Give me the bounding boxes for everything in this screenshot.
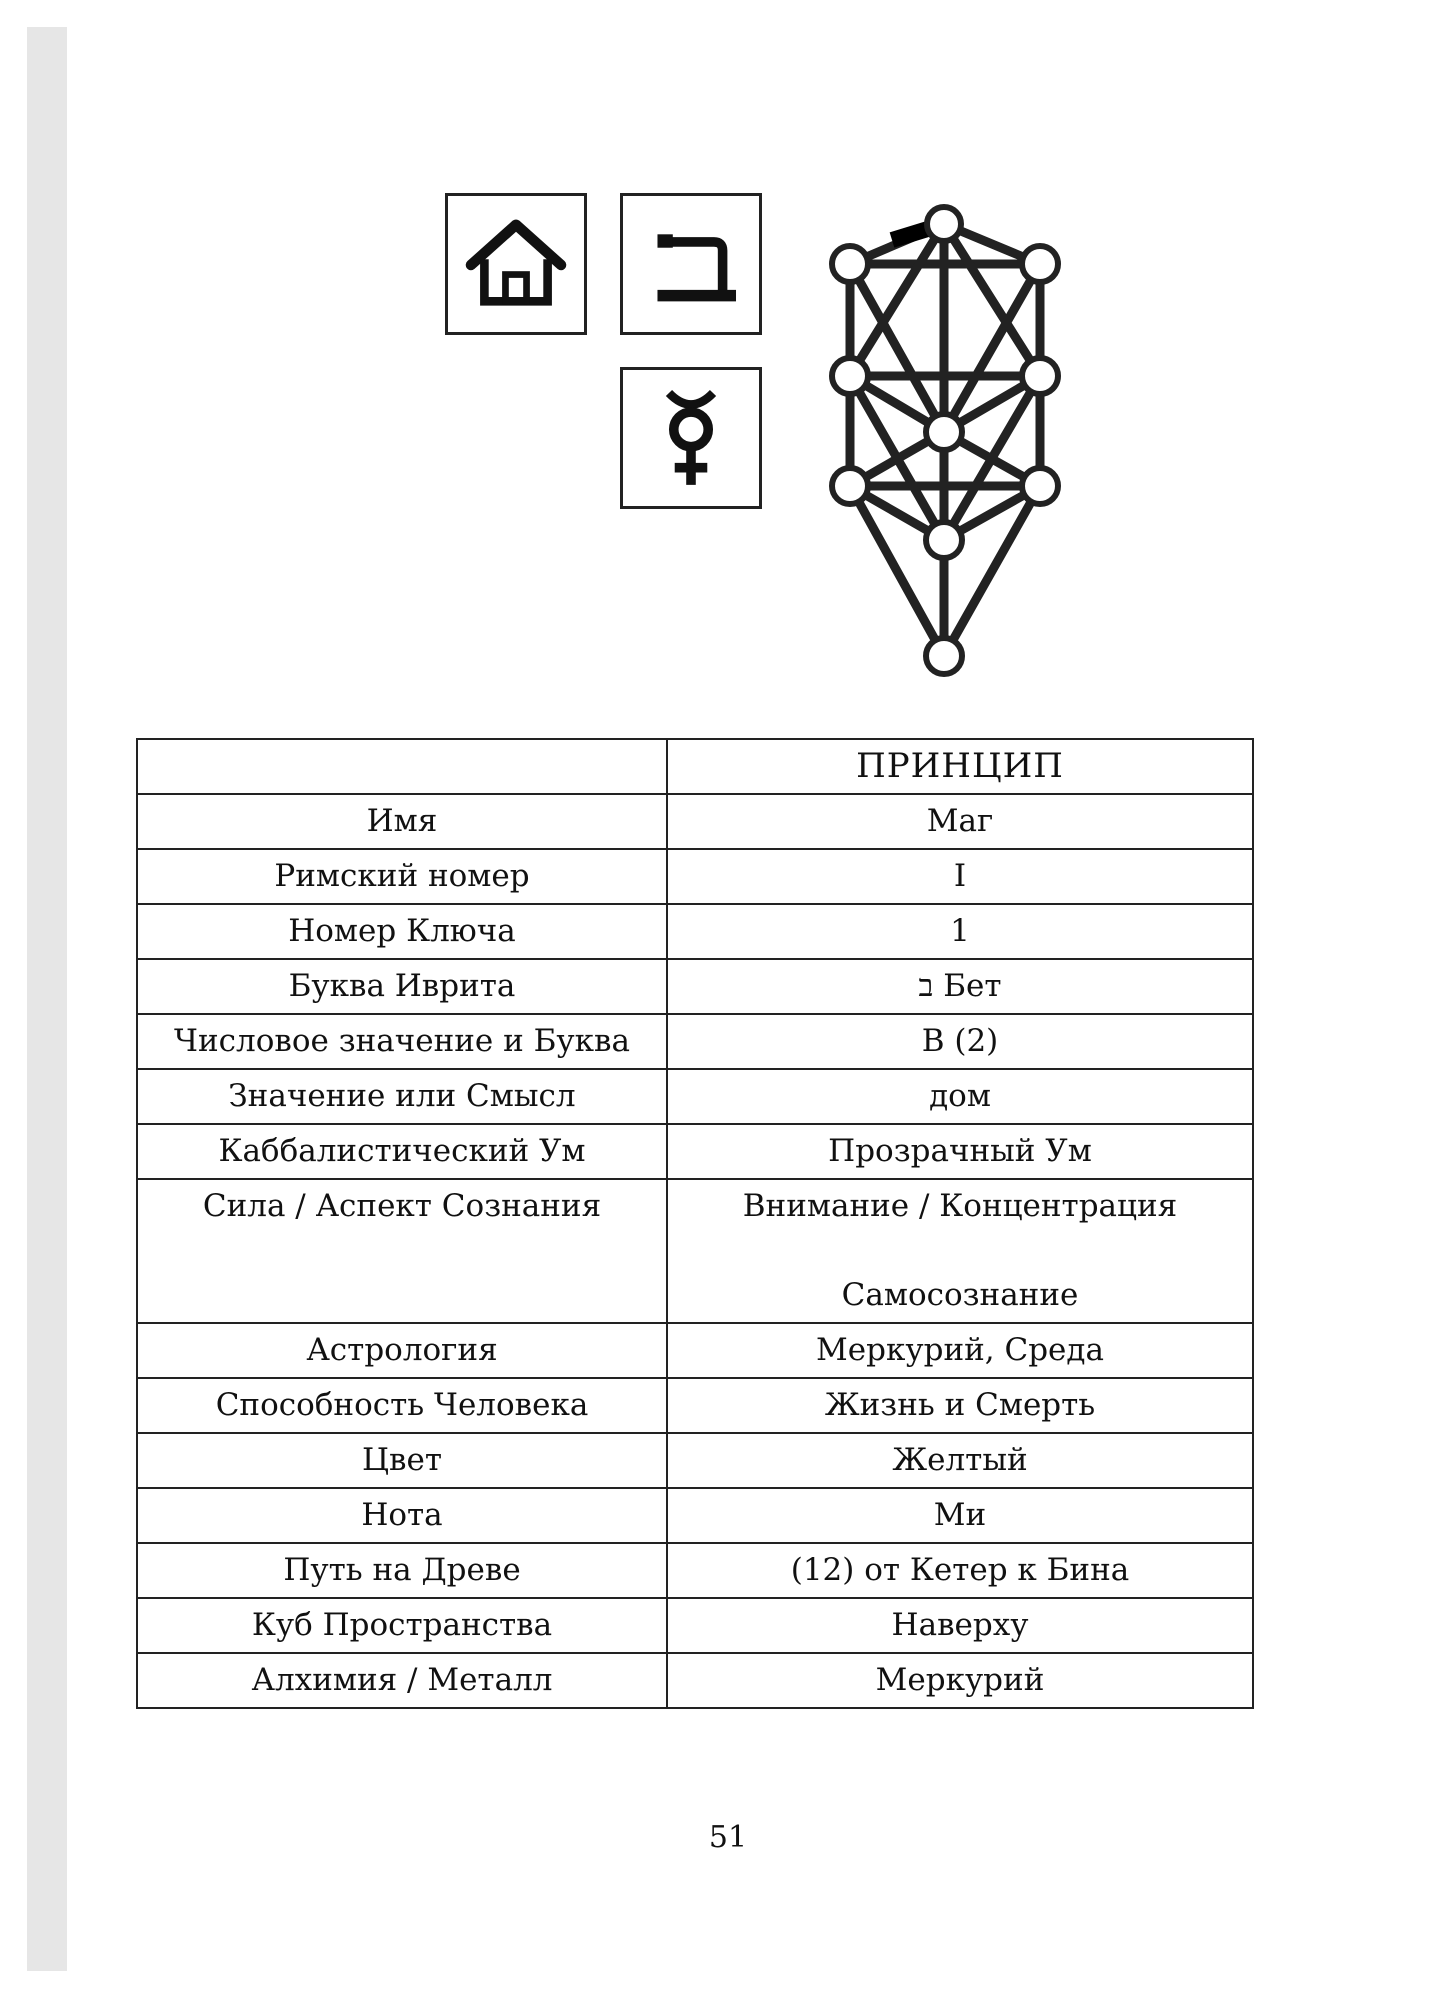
header-cell-principle: ПРИНЦИП xyxy=(667,739,1253,794)
row-label: Римский номер xyxy=(137,849,667,904)
row-label: Куб Пространства xyxy=(137,1598,667,1653)
table-row xyxy=(137,959,1253,1014)
row-value: Желтый xyxy=(667,1433,1253,1488)
row-value-line1: Внимание / Концентрация xyxy=(742,1188,1178,1224)
table-row xyxy=(137,1014,1253,1069)
row-label: Каббалистический Ум xyxy=(137,1124,667,1179)
row-label: Путь на Древе xyxy=(137,1543,667,1598)
row-value: Прозрачный Ум xyxy=(667,1124,1253,1179)
row-label: Нота xyxy=(137,1488,667,1543)
header-cell-empty xyxy=(137,739,667,794)
table-row xyxy=(137,1124,1253,1179)
row-value: Меркурий xyxy=(667,1653,1253,1708)
row-value xyxy=(667,1179,1253,1323)
table-row xyxy=(137,1069,1253,1124)
table-row xyxy=(137,794,1253,849)
row-value: I xyxy=(667,849,1253,904)
row-value: Жизнь и Смерть xyxy=(667,1378,1253,1433)
tree-of-life-diagram xyxy=(822,200,1062,680)
house-icon xyxy=(445,193,587,335)
table-row xyxy=(137,1488,1253,1543)
table-row xyxy=(137,904,1253,959)
table-header-row xyxy=(137,739,1253,794)
row-label: Имя xyxy=(137,794,667,849)
attributes-table xyxy=(136,738,1254,1709)
table-row xyxy=(137,1543,1253,1598)
table-row xyxy=(137,849,1253,904)
row-label: Номер Ключа xyxy=(137,904,667,959)
row-label: Буква Иврита xyxy=(137,959,667,1014)
row-value-line2: Самосознание xyxy=(841,1277,1079,1313)
table-row xyxy=(137,1378,1253,1433)
table-row xyxy=(137,1433,1253,1488)
row-label: Сила / Аспект Сознания xyxy=(137,1179,667,1323)
page-margin-strip xyxy=(27,27,67,1971)
row-label: Цвет xyxy=(137,1433,667,1488)
table-row xyxy=(137,1179,1253,1323)
mercury-symbol-icon xyxy=(620,367,762,509)
row-label: Значение или Смысл xyxy=(137,1069,667,1124)
row-value: Маг xyxy=(667,794,1253,849)
hebrew-bet-letter-icon xyxy=(620,193,762,335)
row-value: B (2) xyxy=(667,1014,1253,1069)
row-value: (12) от Кетер к Бина xyxy=(667,1543,1253,1598)
row-value: Наверху xyxy=(667,1598,1253,1653)
row-value: 1 xyxy=(667,904,1253,959)
row-label: Способность Человека xyxy=(137,1378,667,1433)
row-value: Меркурий, Среда xyxy=(667,1323,1253,1378)
row-value: ב Бет xyxy=(667,959,1253,1014)
row-label: Алхимия / Металл xyxy=(137,1653,667,1708)
table-row xyxy=(137,1323,1253,1378)
row-value: дом xyxy=(667,1069,1253,1124)
row-label: Астрология xyxy=(137,1323,667,1378)
row-value: Ми xyxy=(667,1488,1253,1543)
page-number: 51 xyxy=(708,1820,748,1855)
table-row xyxy=(137,1598,1253,1653)
row-label: Числовое значение и Буква xyxy=(137,1014,667,1069)
table-row xyxy=(137,1653,1253,1708)
